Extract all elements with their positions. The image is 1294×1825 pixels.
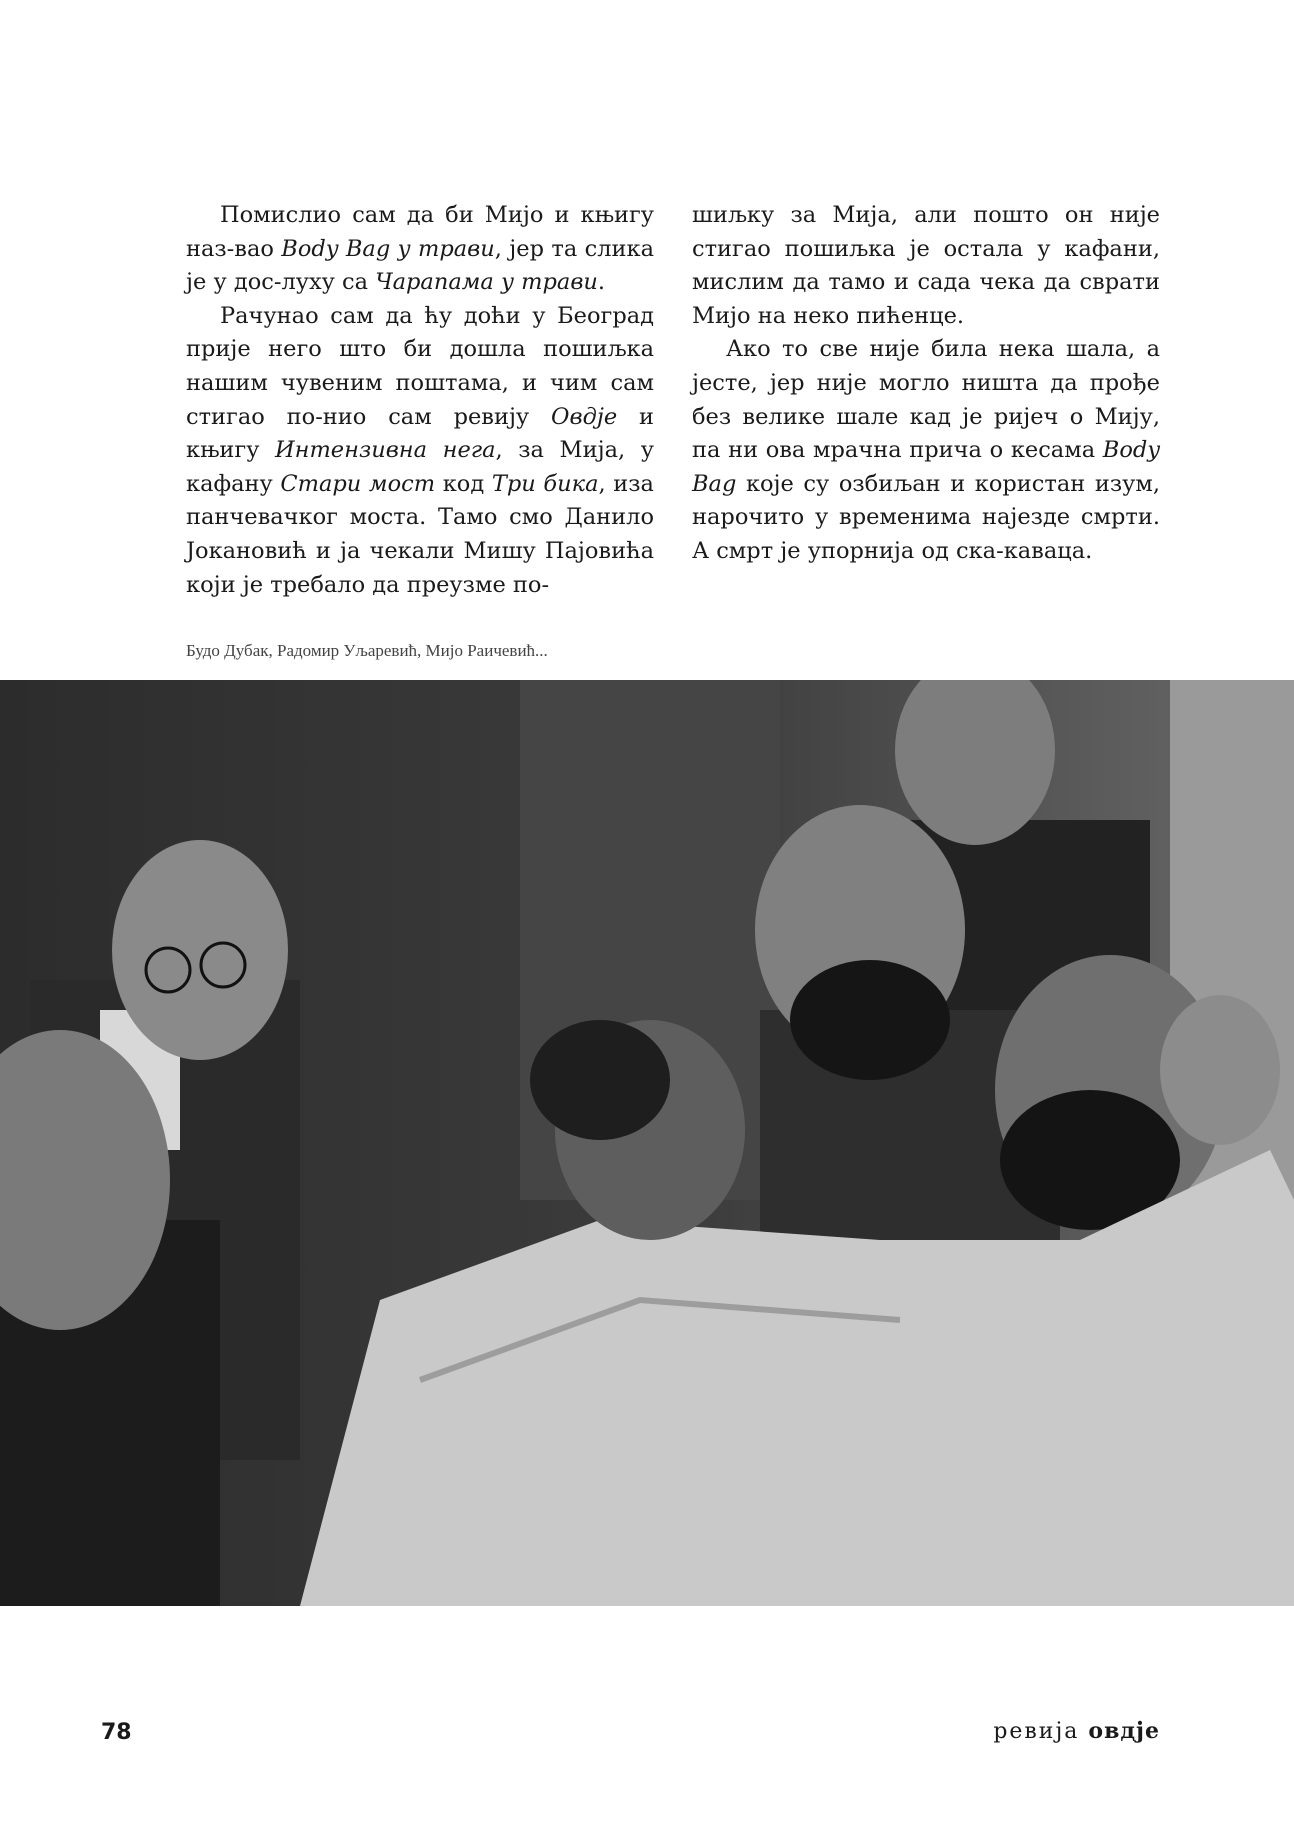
magazine-title: Овдје bbox=[551, 403, 618, 430]
text-span: Помислио сам да би Мијо и књигу наз-вао bbox=[186, 202, 654, 262]
magazine-prefix: ревија bbox=[993, 1719, 1089, 1744]
paragraph bbox=[186, 199, 654, 300]
photo-caption: Будо Дубак, Радомир Уљаревић, Мијо Раичевић... bbox=[186, 641, 548, 660]
paragraph: шиљку за Мија, али пошто он није стигао пошиљка је остала у кафани, мислим да тамо и сада чека да сврати Мијо на неко пићенце. bbox=[692, 202, 1160, 329]
photograph bbox=[0, 680, 1294, 1606]
place-name: Три бика bbox=[491, 470, 599, 497]
text-span: код bbox=[435, 470, 492, 497]
text-column-left bbox=[186, 199, 654, 602]
running-footer bbox=[993, 1718, 1160, 1744]
text-span: . bbox=[597, 269, 606, 296]
book-title: Чарапама у трави bbox=[375, 269, 598, 296]
text-span: Рачунао сам да ћу доћи у Београд прије него што би дошла пошиљка нашим чувеним поштама, и чим сам стигао по-нио сам ревију bbox=[186, 302, 654, 430]
place-name: Стари мост bbox=[280, 470, 436, 497]
text-span: Ако то све није била нека шала, а јесте, јер није могло ништа да прође без велике шале кад је ријеч о Мију, па ни ова мрачна прича о кесама bbox=[692, 336, 1160, 464]
product-name: Body Bag bbox=[692, 437, 1160, 497]
text-span: , јер та слика је у дос-луху са bbox=[186, 235, 654, 296]
photograph-illustration bbox=[0, 680, 1294, 1606]
text-span: , иза панчевачког моста. Тамо смо Данило Јокановић и ја чекали Мишу Пајовића који је требало да преузме по- bbox=[186, 470, 654, 598]
text-span: које су озбиљан и користан изум, нарочито у временима најезде смрти. А смрт је упорнија од ска-каваца. bbox=[692, 470, 1160, 564]
magazine-name: овдје bbox=[1088, 1718, 1160, 1744]
text-column-right bbox=[692, 199, 1160, 569]
book-title: Интензивна нега bbox=[275, 437, 496, 464]
paragraph bbox=[692, 333, 1160, 568]
text-span: и књигу bbox=[186, 403, 654, 464]
paragraph bbox=[186, 300, 654, 602]
text-span: , за Мија, у кафану bbox=[186, 437, 654, 497]
book-title: Body Bag у трави bbox=[281, 235, 495, 262]
page-number: 78 bbox=[101, 1720, 132, 1745]
